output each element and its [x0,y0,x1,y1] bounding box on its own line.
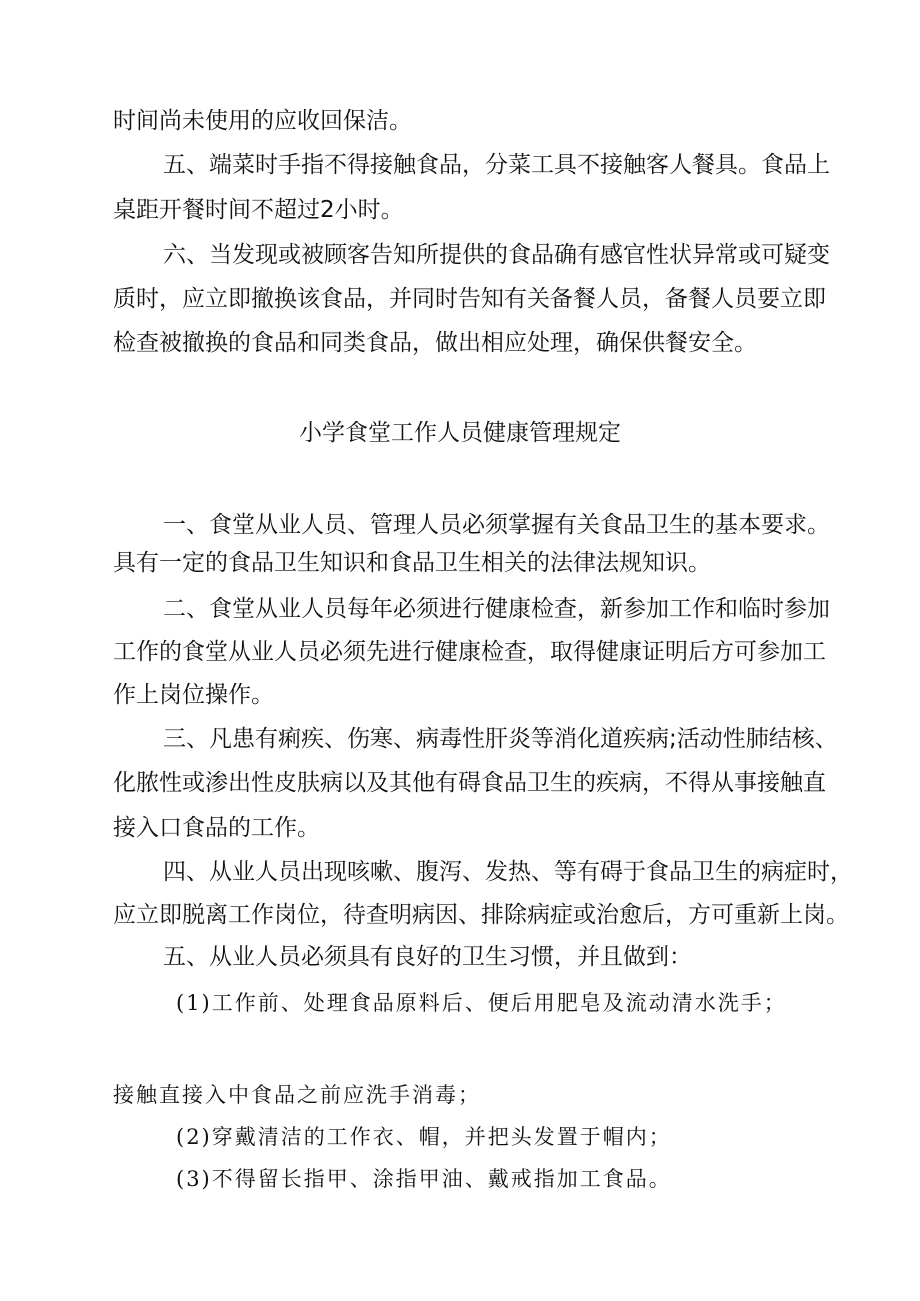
text-line: 桌距开餐时间不超过2小时。 [113,197,404,223]
text-line: 时间尚未使用的应收回保洁。 [113,108,412,134]
text-line: 化脓性或渗出性皮肤病以及其他有碍食品卫生的疾病，不得从事接触直 [113,770,826,796]
list-item: (3)不得留长指甲、涂指甲油、戴戒指加工食品。 [176,1167,672,1191]
text-line: 五、端菜时手指不得接触食品，分菜工具不接触客人餐具。食品上 [163,152,830,178]
text-line: 质时，应立即撤换该食品，并同时告知有关备餐人员，备餐人员要立即 [113,286,826,312]
text-line: 四、从业人员出现咳嗽、腹泻、发热、等有碍于食品卫生的病症时， [163,859,853,885]
text-line: 接入口食品的工作。 [113,815,320,841]
text-line: 检查被撤换的食品和同类食品，做出相应处理，确保供餐安全。 [113,330,757,356]
text-line: 应立即脱离工作岗位，待查明病因、排除病症或治愈后，方可重新上岗。 [113,902,849,928]
list-item: 接触直接入中食品之前应洗手消毒； [113,1083,481,1107]
text-line: 三、凡患有痢疾、伤寒、病毒性肝炎等消化道疾病;活动性肺结核、 [163,726,838,752]
text-line: 六、当发现或被顾客告知所提供的食品确有感官性状异常或可疑变 [163,242,830,268]
text-line: 工作的食堂从业人员必须先进行健康检查，取得健康证明后方可参加工 [113,639,826,665]
text-line: 作上岗位操作。 [113,682,274,708]
list-item: (1)工作前、处理食品原料后、便后用肥皂及流动清水洗手； [176,991,787,1015]
page-title: 小学食堂工作人员健康管理规定 [299,420,621,446]
text-line: 二、食堂从业人员每年必须进行健康检查，新参加工作和临时参加 [163,596,830,622]
text-line: 具有一定的食品卫生知识和食品卫生相关的法律法规知识。 [113,550,711,576]
text-line: 一、食堂从业人员、管理人员必须掌握有关食品卫生的基本要求。 [163,512,830,538]
list-item: (2)穿戴清洁的工作衣、帽，并把头发置于帽内； [176,1125,672,1149]
text-line: 五、从业人员必须具有良好的卫生习惯，并且做到： [163,944,692,970]
